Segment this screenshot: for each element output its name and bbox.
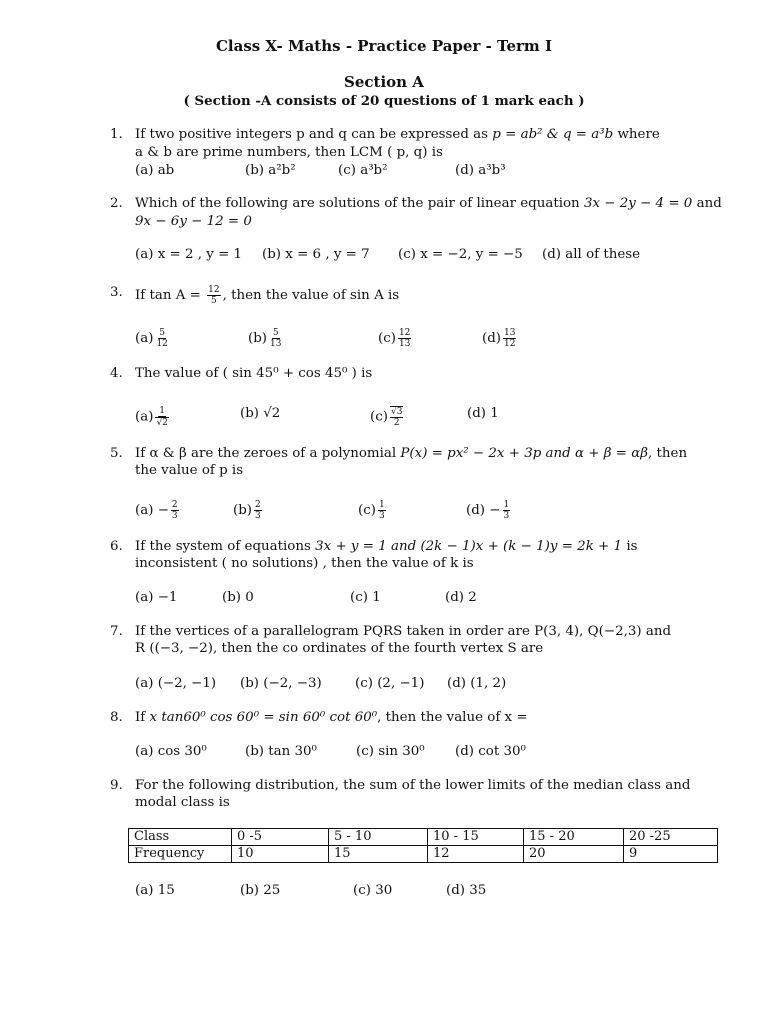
table-row — [129, 846, 718, 863]
question-text-line2: modal class is — [135, 795, 230, 810]
option-b: (b) a²b² — [245, 163, 296, 178]
option-b: (b) 0 — [222, 590, 254, 605]
table-cell: 10 — [232, 846, 329, 863]
table-header-row — [129, 829, 718, 846]
question-number: 8. — [110, 710, 123, 725]
question-number: 2. — [110, 196, 123, 211]
table-cell: Class — [129, 829, 232, 846]
option-d: (d) 1 — [467, 406, 499, 421]
table-cell: 15 — [329, 846, 428, 863]
question-text-line2: R ((−3, −2), then the co ordinates of the fourth vertex S are — [135, 641, 544, 656]
option-a: (a) x = 2 , y = 1 — [135, 247, 243, 262]
question-text: If α & β are the zeroes of a polynomial P(x) = px² − 2x + 3p and α + β = αβ, then — [135, 446, 688, 461]
option-d: (d) − $\frac{1}{3}$ — [466, 500, 510, 521]
fraction: $\frac{12}{5}$ — [208, 285, 220, 306]
option-d: (d) 35 — [446, 883, 487, 898]
option-c: (c) $\frac{√3}{2}$ — [370, 407, 403, 428]
frequency-table — [128, 828, 718, 863]
table-cell: 10 - 15 — [428, 829, 524, 846]
option-b: (b) x = 6 , y = 7 — [262, 247, 370, 262]
question-text: The value of ( sin 45⁰ + cos 45⁰ ) is — [135, 366, 373, 381]
option-a: (a) (−2, −1) — [135, 676, 217, 691]
question-number: 7. — [110, 624, 123, 639]
option-d: (d) (1, 2) — [447, 676, 507, 691]
option-a: (a) − $\frac{2}{3}$ — [135, 500, 178, 521]
question-text-line2: 9x − 6y − 12 = 0 — [135, 214, 252, 229]
paper-title: Class X- Maths - Practice Paper - Term I — [215, 37, 553, 55]
option-c: (c) sin 30⁰ — [356, 744, 425, 759]
section-heading: Section A — [344, 73, 424, 91]
option-c: (c) x = −2, y = −5 — [398, 247, 523, 262]
option-d: (d) cot 30⁰ — [455, 744, 526, 759]
option-d: (d) $\frac{13}{12}$ — [482, 328, 516, 349]
option-d: (d) all of these — [542, 247, 641, 262]
option-a: (a) cos 30⁰ — [135, 744, 207, 759]
option-a: (a) 15 — [135, 883, 175, 898]
question-number: 3. — [110, 285, 123, 300]
option-c: (c) 1 — [350, 590, 381, 605]
option-c: (c) (2, −1) — [355, 676, 425, 691]
table-cell: Frequency — [129, 846, 232, 863]
question-text: For the following distribution, the sum of the lower limits of the median class and — [135, 778, 691, 793]
option-a: (a) −1 — [135, 590, 178, 605]
question-number: 5. — [110, 446, 123, 461]
option-d: (d) 2 — [445, 590, 477, 605]
table-cell: 20 — [524, 846, 624, 863]
question-number: 1. — [110, 127, 123, 142]
question-number: 9. — [110, 778, 123, 793]
question-text-line2: the value of p is — [135, 463, 244, 478]
section-note: ( Section -A consists of 20 questions of 1 mark each ) — [183, 93, 585, 109]
option-c: (c) a³b² — [338, 163, 388, 178]
option-c: (c) $\frac{12}{13}$ — [378, 328, 411, 349]
option-b: (b) 25 — [240, 883, 281, 898]
question-text: Which of the following are solutions of the pair of linear equation 3x − 2y − 4 = 0 and — [135, 196, 722, 211]
question-text: If two positive integers p and q can be expressed as p = ab² & q = a³b where — [135, 127, 660, 142]
option-a: (a) ab — [135, 163, 175, 178]
question-number: 6. — [110, 539, 123, 554]
table-cell: 15 - 20 — [524, 829, 624, 846]
table-cell: 20 -25 — [624, 829, 718, 846]
option-d: (d) a³b³ — [455, 163, 506, 178]
question-text-line2: a & b are prime numbers, then LCM ( p, q) is — [135, 145, 443, 160]
option-a: (a) $\frac{1}{√2}$ — [135, 406, 168, 428]
question-text: If tan A = $\frac{12}{5}$ , then the value of sin A is — [135, 285, 400, 306]
table-cell: 12 — [428, 846, 524, 863]
question-text-line2: inconsistent ( no solutions) , then the value of k is — [135, 556, 474, 571]
option-c: (c) $\frac{1}{3}$ — [358, 500, 385, 521]
table-cell: 0 -5 — [232, 829, 329, 846]
question-text: If x tan60⁰ cos 60⁰ = sin 60⁰ cot 60⁰, then the value of x = — [135, 710, 528, 725]
option-b: (b) (−2, −3) — [240, 676, 322, 691]
option-b: (b) tan 30⁰ — [245, 744, 317, 759]
option-b: (b) $\frac{5}{13}$ — [248, 328, 282, 349]
option-b: (b) $\frac{2}{3}$ — [233, 500, 261, 521]
option-b: (b) √2 — [240, 406, 281, 421]
option-c: (c) 30 — [353, 883, 393, 898]
question-text: If the vertices of a parallelogram PQRS taken in order are P(3, 4), Q(−2,3) and — [135, 624, 672, 639]
table-cell: 9 — [624, 846, 718, 863]
question-number: 4. — [110, 366, 123, 381]
option-a: (a) $\frac{5}{12}$ — [135, 328, 168, 349]
question-text: If the system of equations 3x + y = 1 and (2k − 1)x + (k − 1)y = 2k + 1 is — [135, 539, 638, 554]
table-cell: 5 - 10 — [329, 829, 428, 846]
